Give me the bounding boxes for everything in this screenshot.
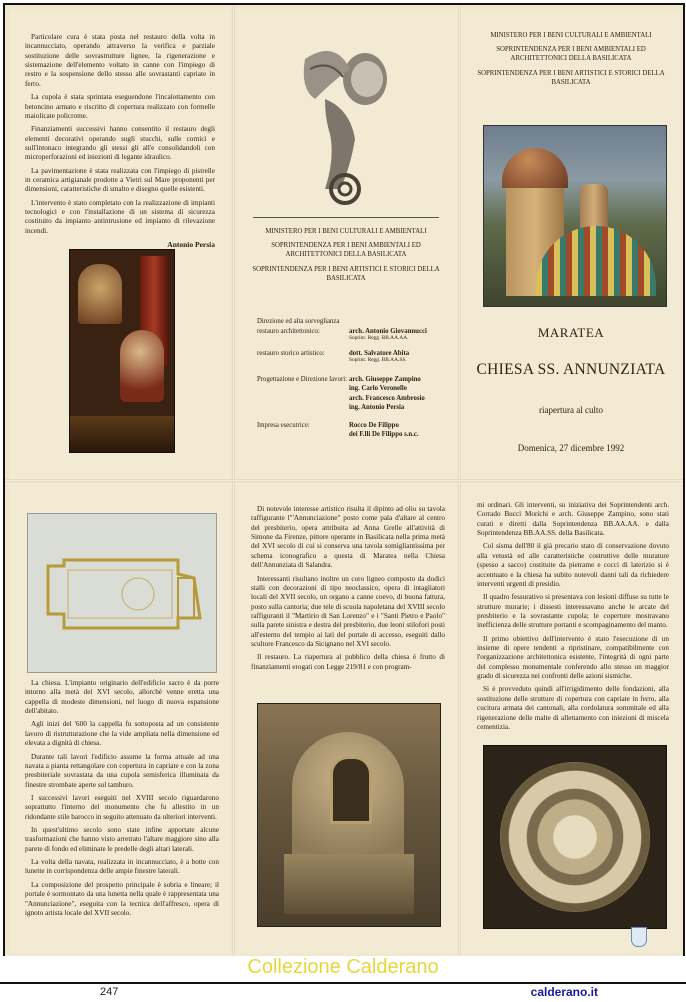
- paragraph: mi ordinari. Gli interventi, su iniziativa dei Soprintendenti arch. Corrado Bucci Morichi e arch. Giuseppe Zampino, sono stati curati e diretti dalla Soprintendenza BB.AA.AA. e dalla Soprintendenza BB.AA.SS. della Basilicata.: [477, 501, 669, 538]
- credit-row: [257, 317, 447, 327]
- ministry-line: SOPRINTENDENZA PER I BENI AMBIENTALI ED ARCHITETTONICI DELLA BASILICATA: [271, 242, 421, 259]
- annunciation-painting-image: [69, 249, 175, 453]
- ministry-header: [471, 31, 671, 92]
- credit-name: arch. Francesco Ambrosio: [349, 394, 425, 402]
- paragraph: Finanziamenti successivi hanno consentito il restauro degli elementi decorativi operando sugli stucchi, sulle cornici e sull'intonaco integrando gli stessi gli all'e consolidandoli con microperforazioni ed iniezioni di legante idraulico.: [25, 125, 215, 162]
- angel-sculpture-image: [295, 39, 395, 209]
- paragraph: La chiesa. L'impianto originario dell'edificio sacro è da porre intorno alla metà del XVI secolo, allorché venne eretta una cappella di modeste dimensioni, nel luogo di nuova espansione dell'abitato.: [25, 679, 219, 716]
- item-number: 247: [100, 986, 119, 998]
- credit-row: [257, 375, 447, 385]
- credit-name: dei F.lli De Filippo s.n.c.: [349, 431, 419, 439]
- author-signature: Antonio Persia: [167, 240, 215, 250]
- credit-role: restauro storico artistico:: [257, 349, 325, 357]
- paragraph: La volta della navata, realizzata in incannucciato, è a botte con lunette in corrispondenza delle ampie finestre laterali.: [25, 858, 219, 876]
- cupola-interior-photo: [483, 745, 667, 929]
- panel-cover: [461, 9, 681, 479]
- credit-row: [257, 421, 447, 431]
- credit-row: [257, 394, 447, 404]
- credit-name: ing. Antonio Persia: [349, 404, 405, 412]
- fold-line: [5, 479, 683, 482]
- paragraph: Agli inizi del '600 la cappella fu sottoposta ad un consistente lavoro di ristrutturazione che la vide ampliata nella dimensione ed elevata a dignità di chiesa.: [25, 720, 219, 748]
- credit-role: restauro architettonico:: [257, 327, 320, 335]
- restoration-works-text: [477, 501, 669, 736]
- church-title: CHIESA SS. ANNUNZIATA: [476, 361, 666, 378]
- paragraph: La pavimentazione è stata realizzata con l'impiego di pistrelle in ceramica artigianale prodotte a Vietri sul Mare proponenti per dimensioni, caratteristiche di smalto e disegno quelle esistenti.: [25, 166, 215, 194]
- paragraph: Il quadro fessurativo si presentava con lesioni diffuse su tutte le strutture murarie; i dissesti interessavano anche le arcate del presbiterio e la sovrastante cupola; le coperture mostravano inefficienza delle strutture portanti e scompaginamento del manto.: [477, 593, 669, 630]
- ministry-header: [249, 227, 443, 288]
- credit-role: Progettazione e Direzione lavori:: [257, 375, 348, 383]
- credit-role: Impresa esecutrice:: [257, 421, 310, 429]
- credit-name: Rocco De Filippo: [349, 421, 399, 429]
- fold-line: [232, 5, 235, 959]
- credit-row: [257, 403, 447, 413]
- panel-restoration-works: [461, 483, 681, 955]
- panel-church-history: [9, 483, 231, 955]
- paragraph: Si è provveduto quindi all'irrigidimento delle fondazioni, alla sostituzione delle strutture di copertura con capriate in ferro, alla cucitura armata dei cantonali, alla cordolatura sommitale ed alla rigenerazione delle malte di allettamento con iniezioni di miscela cementizia.: [477, 685, 669, 731]
- church-dome-photo: [483, 125, 667, 307]
- credits-list: [257, 317, 447, 440]
- reopening-subtitle: riapertura al culto: [539, 405, 603, 415]
- artworks-text: [251, 505, 445, 676]
- paragraph: Il restauro. La riapertura al pubblico della chiesa è frutto di finanziamenti erogati con Legge 219/81 e con program-: [251, 653, 445, 671]
- paragraph: L'intervento è stato completato con la realizzazione di impianti tecnologici e con l'installazione di un sistema di sicurezza costituito da impianto antintrusione ed impianto di rilevazione incendi.: [25, 198, 215, 235]
- paragraph: Col sisma dell'80 il già precario stato di conservazione dovuto alla vetustà ed alle caratteristiche costruttive delle murature (spesso a sacco) costituite da pietrame e cocci di laterizio si è accentuato e la chiesa ha subito notevoli danni tali da richiedere interventi urgenti di presidio.: [477, 542, 669, 588]
- credit-name: dott. Salvatore Abita: [349, 349, 410, 357]
- panel-restoration-text: [9, 9, 231, 479]
- credit-name: ing. Carlo Veronelle: [349, 385, 407, 393]
- ministry-line: SOPRINTENDENZA PER I BENI ARTISTICI E STORICI DELLA BASILICATA: [252, 265, 440, 282]
- fold-line: [458, 5, 461, 959]
- credit-sub: Soprint. Regg. BB.AA.SS.: [349, 357, 407, 364]
- credit-role: Direzione ed alta sorveglianza: [257, 318, 340, 325]
- ministry-line: SOPRINTENDENZA PER I BENI AMBIENTALI ED ARCHITETTONICI DELLA BASILICATA: [496, 46, 646, 63]
- church-history-text: [25, 679, 219, 922]
- event-date: Domenica, 27 dicembre 1992: [517, 443, 625, 453]
- brochure-frame: [3, 3, 685, 961]
- paragraph: I successivi lavori eseguiti nel XVIII secolo riguardarono soprattutto l'interno del monumento che fu allestito in un ridondante stile barocco in seguito attenuato da ulteriori interventi.: [25, 793, 219, 821]
- altar-niche-photo: [257, 703, 441, 927]
- paragraph: Particolare cura è stata posta nel restauro della volta in incannucciato, operando attraverso la verifica e parziale sostituzione delle sovrastrutture lignee, la rigenerazione e sistemazione dell'elemento voltato in canne con l'impiego di restro e la sospensione dello stesso alle sovrastanti capriate in ferro.: [25, 33, 215, 88]
- divider: [253, 217, 439, 218]
- credit-row: [257, 430, 447, 440]
- paragraph: La cupola è stata sprintata eseguendone l'incalottamento con betoncino armato e riscritto di copertura realizzato con formelle maiolicate policrome.: [25, 93, 215, 120]
- place-title: MARATEA: [537, 325, 605, 340]
- footer-bar: [0, 982, 686, 1002]
- floor-plan-drawing: [27, 513, 217, 673]
- ministry-line: MINISTERO PER I BENI CULTURALI E AMBIENTALI: [265, 228, 427, 235]
- restoration-text: [25, 33, 215, 249]
- site-link[interactable]: calderano.it: [530, 985, 598, 999]
- paragraph: Di notevole interesse artistico risulta il dipinto ad olio su tavola raffigurante l'"Annunciazione" posto come pala d'altare al centro del presbiterio, opera attribuita ad Anna Grelle all'attività di Simone da Firenze, pittore operante in Basilicata nella prima metà del XVI secolo di cui si conserva una tavola somigliantissima per schema iconografico a questa di Maratea nella Chiesa dell'Annunziata di Salandra.: [251, 505, 445, 570]
- paragraph: La composizione del prospetto principale è sobria e lineare; il portale è sormontato da una lunetta nella quale è rappresentata una "Annunciazione", eseguita con la tecnica dell'affresco, opera di ignoto artista locale del XVII secolo.: [25, 880, 219, 917]
- panel-credits: [235, 9, 457, 479]
- paragraph: Durante tali lavori l'edificio assume la forma attuale ad una navata a pianta rettangolare con copertura in capriate e con la zona presbiteriale sovrastata da una cupola semisferica illuminata da finestre strombate aperte sul tamburo.: [25, 752, 219, 789]
- credit-name: arch. Giuseppe Zampino: [349, 375, 421, 383]
- coat-of-arms-icon: [631, 927, 647, 947]
- credit-sub: Soprint. Regg. BB.AA.AA.: [349, 335, 409, 342]
- collection-watermark: Collezione Calderano: [247, 956, 439, 978]
- paragraph: Il primo obiettivo dell'intervento è stato l'esecuzione di un insieme di opere tendenti a ripristinare, compatibilmente con l'organizzazione architettonica esistente, l'integrità di ogni parte del complesso monumentale conferendo allo stesso un maggior grado di sicurezza nei confronti delle azioni sismiche.: [477, 634, 669, 681]
- ministry-line: MINISTERO PER I BENI CULTURALI E AMBIENTALI: [490, 32, 652, 39]
- panel-artworks: [235, 483, 457, 955]
- paragraph: In quest'ultimo secolo sono state infine apportate alcune trasformazioni che hanno visto arretrato l'altare maggiore sino alla parete di fondo ed eliminate le predelle degli altari laterali.: [25, 826, 219, 853]
- credit-row: [257, 384, 447, 394]
- credit-name: arch. Antonio Giovannucci: [349, 327, 427, 335]
- ministry-line: SOPRINTENDENZA PER I BENI ARTISTICI E STORICI DELLA BASILICATA: [477, 69, 665, 86]
- paragraph: Interessanti risultano inoltre un coro ligneo composto da dodici stalli con decorazioni di tipo neoclassico, opera di intagliatori locali del XVII secolo, un organo a canne coevo, di buona fattura, posto sulla cantoria; due tele di scuola napoletana del XVIII secolo raffiguranti il "Martirio di San Lorenzo" e i "Santi Pietro e Paolo" sulla parete sinistra e destra del presbiterio, due leoni stilofori posti all'esterno del tempio ai lati del portale di accesso, eseguiti dallo scultore Francesco da Sicignano nel XVI secolo.: [251, 574, 445, 649]
